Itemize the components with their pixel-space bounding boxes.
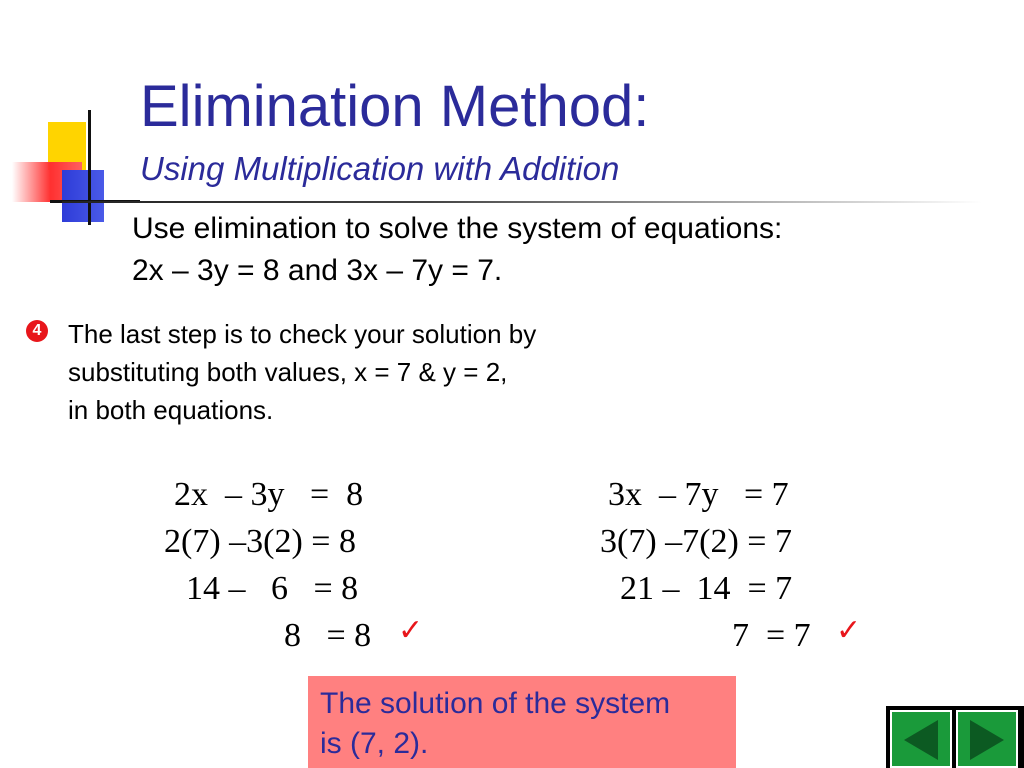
solution-line-1: The solution of the system (320, 687, 671, 720)
next-arrow-icon (970, 720, 1004, 760)
solution-line-2: is (7, 2). (320, 727, 429, 760)
slide-logo (0, 100, 140, 230)
left-check-line-4: 8 = 8 (284, 617, 372, 654)
right-check-line-2: 3(7) –7(2) = 7 (600, 523, 792, 560)
problem-line-2: 2x – 3y = 8 and 3x – 7y = 7. (132, 254, 503, 287)
solution-box (308, 676, 736, 768)
step-line: The last step is to check your solution by (68, 319, 537, 349)
left-checkmark-icon: ✓ (398, 614, 424, 647)
problem-line-1: Use elimination to solve the system of equations: (132, 212, 783, 245)
slide-subtitle: Using Multiplication with Addition (140, 150, 620, 187)
left-check-line-1: 2x – 3y = 8 (174, 476, 364, 513)
title-divider (62, 201, 982, 203)
step-text (68, 315, 536, 429)
slide-navigation (886, 706, 1024, 768)
step-line: substituting both values, x = 7 & y = 2, (68, 357, 508, 387)
left-check-line-2: 2(7) –3(2) = 8 (164, 523, 356, 560)
next-slide-button[interactable] (956, 710, 1018, 768)
right-check-line-3: 21 – 14 = 7 (620, 570, 793, 607)
slide-title: Elimination Method: (140, 74, 650, 139)
left-check-line-3: 14 – 6 = 8 (186, 570, 359, 607)
right-check-line-1: 3x – 7y = 7 (608, 476, 789, 513)
logo-vertical-line (88, 110, 91, 225)
previous-arrow-icon (904, 720, 938, 760)
logo-blue-square (62, 170, 104, 222)
right-checkmark-icon: ✓ (836, 614, 862, 647)
right-check-line-4: 7 = 7 (732, 617, 811, 654)
step-number-icon: 4 (26, 320, 48, 342)
step-line: in both equations. (68, 395, 274, 425)
previous-slide-button[interactable] (890, 710, 952, 768)
problem-statement (132, 208, 782, 292)
